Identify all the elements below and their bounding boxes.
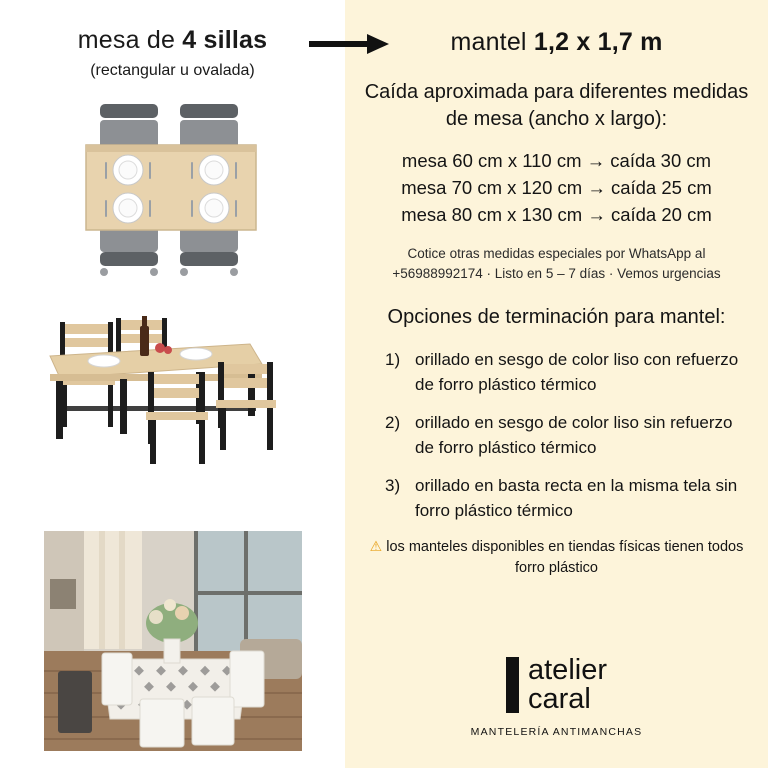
option-text: orillado en sesgo de color liso sin refuerzo de forro plástico térmico: [415, 413, 733, 457]
warning-text: los manteles disponibles en tiendas físicas tienen todos forro plástico: [386, 539, 744, 576]
right-title-prefix: mantel: [450, 28, 534, 56]
left-title-prefix: mesa de: [77, 26, 183, 54]
logo-bar-icon: [506, 657, 519, 713]
brand-logo: [345, 656, 768, 738]
option-number: 2): [385, 413, 401, 432]
left-panel: [0, 0, 345, 768]
option-number: 3): [385, 476, 401, 495]
left-title-strong: 4 sillas: [182, 26, 268, 54]
top-view-table-illustration: [0, 90, 345, 280]
left-title: [0, 26, 345, 55]
option-text: orillado en basta recta en la misma tela sin forro plástico térmico: [415, 476, 738, 520]
drop-row: mesa 80 cm x 130 cm → caída 20 cm: [401, 204, 712, 225]
dining-set-illustration: [0, 286, 345, 486]
drop-row: mesa 70 cm x 120 cm → caída 25 cm: [401, 177, 712, 198]
logo-words: [528, 656, 607, 714]
top-view-table-svg: [0, 90, 345, 280]
option-text: orillado en sesgo de color liso con refuerzo de forro plástico térmico: [415, 350, 739, 394]
list-item: [385, 410, 752, 460]
right-title: [361, 28, 752, 57]
options-heading: Opciones de terminación para mantel:: [387, 306, 726, 328]
contact-note-line-1: Cotice otras medidas especiales por WhatsApp al: [407, 246, 706, 261]
logo-tagline: MANTELERÍA ANTIMANCHAS: [470, 726, 643, 738]
logo-row: [506, 656, 607, 714]
warning-icon: ⚠: [369, 538, 383, 554]
drop-measurements-list: [361, 147, 752, 228]
drop-row: mesa 60 cm x 110 cm → caída 30 cm: [401, 150, 712, 171]
dining-room-photo: [44, 531, 302, 751]
logo-line-1: atelier: [528, 654, 607, 686]
warning-note: [361, 536, 752, 579]
logo-line-2: caral: [528, 683, 591, 715]
right-panel: [345, 0, 768, 768]
left-subtitle: (rectangular u ovalada): [90, 62, 255, 79]
arrow-right-icon: [307, 33, 391, 55]
option-number: 1): [385, 350, 401, 369]
right-title-strong: 1,2 x 1,7 m: [533, 28, 663, 56]
finish-options-list: [361, 347, 752, 523]
contact-note: [361, 244, 752, 284]
dining-room-photo-svg: [44, 531, 302, 751]
contact-note-line-2: +56988992174 · Listo en 5 – 7 días · Vemos urgencias: [392, 266, 721, 281]
dining-set-svg: [0, 286, 345, 486]
list-item: [385, 473, 752, 523]
list-item: [385, 347, 752, 397]
drop-heading: Caída aproximada para diferentes medidas de mesa (ancho x largo):: [364, 81, 749, 130]
